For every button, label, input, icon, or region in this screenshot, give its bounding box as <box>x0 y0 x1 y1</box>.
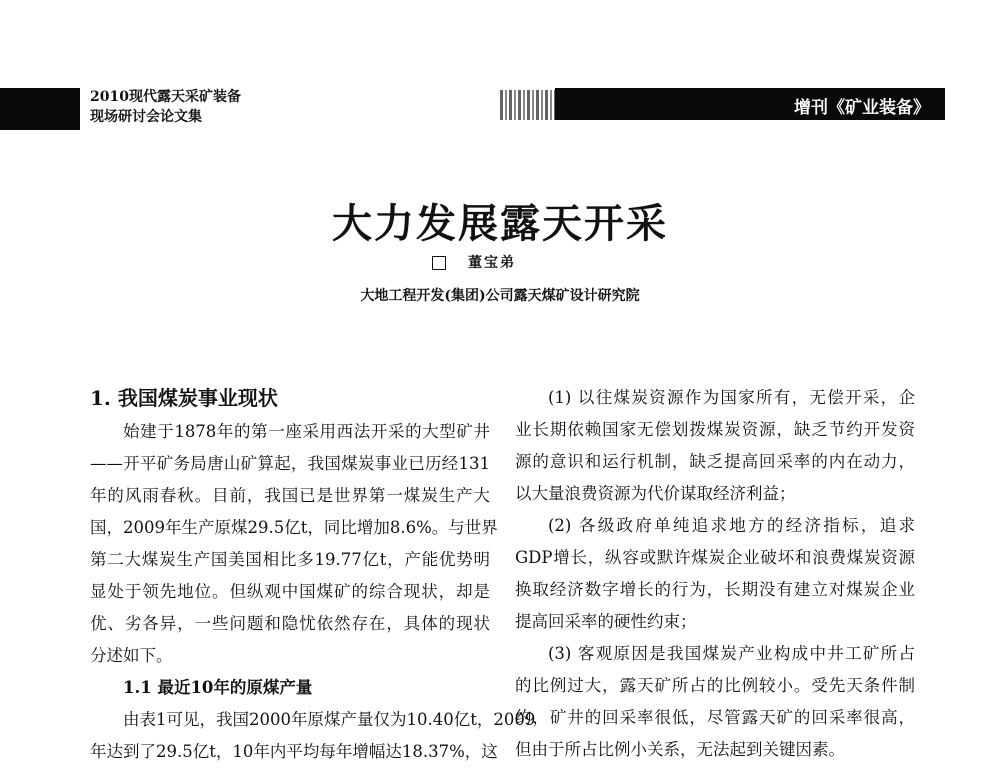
text-line: 由表1可见，我国2000年原煤产量仅为10.40亿t，2009 <box>123 710 536 729</box>
text-line: 的比例过大，露天矿所占的比例较小。受先天条件制 <box>515 676 915 695</box>
text-line: 业长期依赖国家无偿划拨煤炭资源，缺乏节约开发资 <box>515 420 915 439</box>
left-column <box>90 380 536 768</box>
text-line: 显处于领先地位。但纵观中国煤矿的综合现状，却是 <box>90 582 490 601</box>
text-line: 年的风雨春秋。目前，我国已是世界第一煤炭生产大 <box>90 486 490 505</box>
text-line: (3) 客观原因是我国煤炭产业构成中井工矿所占 <box>548 644 915 663</box>
text-line: 换取经济数字增长的行为，长期没有建立对煤炭企业 <box>515 580 915 599</box>
author-name: 董宝弟 <box>468 255 516 271</box>
header-black-block <box>0 88 80 130</box>
text-line: 优、劣各异，一些问题和隐忧依然存在，具体的现状 <box>90 614 490 633</box>
text-line: GDP增长，纵容或默许煤炭企业破坏和浪费煤炭资源 <box>515 548 915 567</box>
text-line: 始建于1878年的第一座采用西法开采的大型矿井 <box>123 422 490 441</box>
scan-noise <box>500 90 560 120</box>
journal-name: 增刊《矿业装备》 <box>794 98 930 118</box>
text-line: (1) 以往煤炭资源作为国家所有，无偿开采，企 <box>548 388 915 407</box>
article-title: 大力发展露天开采 <box>332 200 668 247</box>
section-heading: 1. 我国煤炭事业现状 <box>90 386 278 410</box>
text-line: 以大量浪费资源为代价谋取经济利益； <box>515 484 796 503</box>
text-line: 国，2009年生产原煤29.5亿t，同比增加8.6%。与世界 <box>90 518 498 537</box>
right-column <box>515 382 915 766</box>
text-line: 分述如下。 <box>90 646 173 665</box>
series-title-line2: 现场研讨会论文集 <box>90 109 202 125</box>
text-line: 提高回采率的硬性约束； <box>515 612 697 631</box>
text-line: 源的意识和运行机制，缺乏提高回采率的内在动力， <box>515 452 915 471</box>
author-box-icon <box>432 256 446 270</box>
subsection-heading: 1.1 最近10年的原煤产量 <box>123 678 313 697</box>
series-title <box>90 87 241 127</box>
author-affiliation: 大地工程开发(集团)公司露天煤矿设计研究院 <box>360 288 640 304</box>
series-title-line1: 2010现代露天采矿装备 <box>90 89 241 105</box>
text-line: (2) 各级政府单纯追求地方的经济指标，追求 <box>548 516 915 535</box>
text-line: 年达到了29.5亿t，10年内平均每年增幅达18.37%，这 <box>90 742 498 761</box>
text-line: 第二大煤炭生产国美国相比多19.77亿t，产能优势明 <box>90 550 490 569</box>
text-line: ——开平矿务局唐山矿算起，我国煤炭事业已历经131 <box>90 454 490 473</box>
text-line: 约，矿井的回采率很低，尽管露天矿的回采率很高， <box>515 708 915 727</box>
text-line: 但由于所占比例小关系，无法起到关键因素。 <box>515 740 845 759</box>
